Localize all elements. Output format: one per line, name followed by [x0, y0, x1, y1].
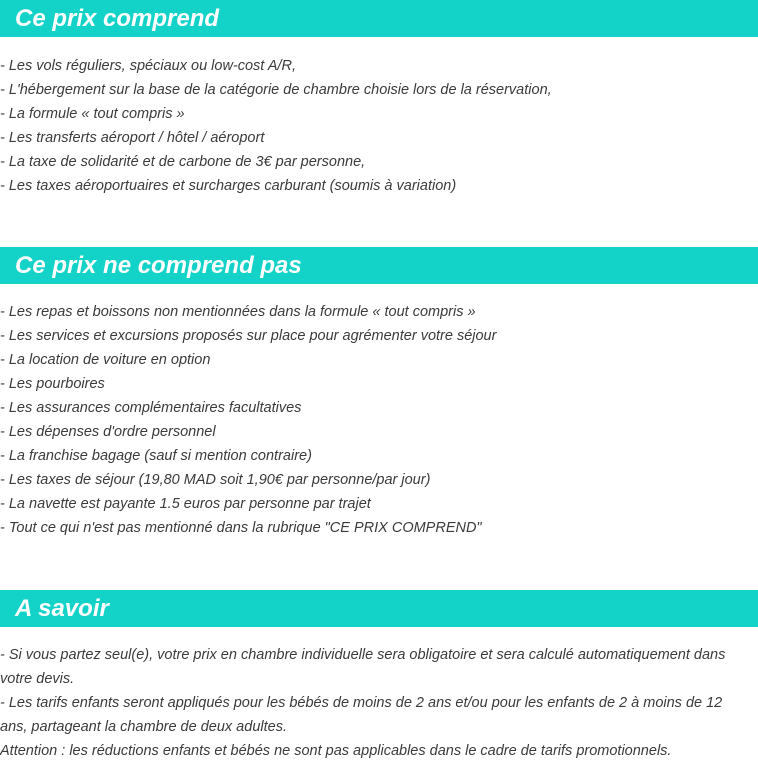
not-included-section [0, 247, 758, 540]
included-item: - La taxe de solidarité et de carbone de 3€ par personne, [0, 154, 366, 170]
included-item: - Les transferts aéroport / hôtel / aéroport [0, 130, 265, 146]
not-included-item: - La location de voiture en option [0, 352, 211, 368]
not-included-item: - La franchise bagage (sauf si mention contraire) [0, 448, 312, 464]
not-included-item: - Les assurances complémentaires facultatives [0, 400, 302, 416]
good-to-know-paragraph: - Les tarifs enfants seront appliqués pour les bébés de moins de 2 ans et/ou pour les enfants de 2 à moins de 12 ans, partageant la chambre de deux adultes. [0, 695, 723, 735]
good-to-know-body [0, 627, 758, 763]
included-item: - La formule « tout compris » [0, 106, 185, 122]
included-item: - Les taxes aéroportuaires et surcharges carburant (soumis à variation) [0, 178, 457, 194]
not-included-item: - La navette est payante 1.5 euros par personne par trajet [0, 496, 371, 512]
included-title: Ce prix comprend [15, 5, 220, 32]
included-list [0, 37, 758, 198]
included-section [0, 0, 758, 198]
included-item: - L'hébergement sur la base de la catégorie de chambre choisie lors de la réservation, [0, 82, 552, 98]
good-to-know-paragraph: - Si vous partez seul(e), votre prix en chambre individuelle sera obligatoire et sera calculé automatiquement dans votre devis. [0, 647, 726, 687]
not-included-item: - Les pourboires [0, 376, 105, 392]
good-to-know-title: A savoir [15, 595, 109, 622]
included-header [0, 0, 758, 37]
not-included-list [0, 284, 758, 540]
good-to-know-paragraph: Attention : les réductions enfants et bébés ne sont pas applicables dans le cadre de tarifs promotionnels. [0, 743, 672, 759]
not-included-header [0, 247, 758, 284]
not-included-title: Ce prix ne comprend pas [15, 252, 302, 279]
not-included-item: - Les services et excursions proposés sur place pour agrémenter votre séjour [0, 328, 497, 344]
not-included-item: - Les taxes de séjour (19,80 MAD soit 1,90€ par personne/par jour) [0, 472, 431, 488]
included-item: - Les vols réguliers, spéciaux ou low-cost A/R, [0, 58, 297, 74]
not-included-item: - Les dépenses d'ordre personnel [0, 424, 216, 440]
good-to-know-header [0, 590, 758, 627]
not-included-item: - Les repas et boissons non mentionnées dans la formule « tout compris » [0, 304, 476, 320]
good-to-know-section [0, 590, 758, 763]
not-included-item: - Tout ce qui n'est pas mentionné dans la rubrique "CE PRIX COMPREND" [0, 520, 482, 536]
